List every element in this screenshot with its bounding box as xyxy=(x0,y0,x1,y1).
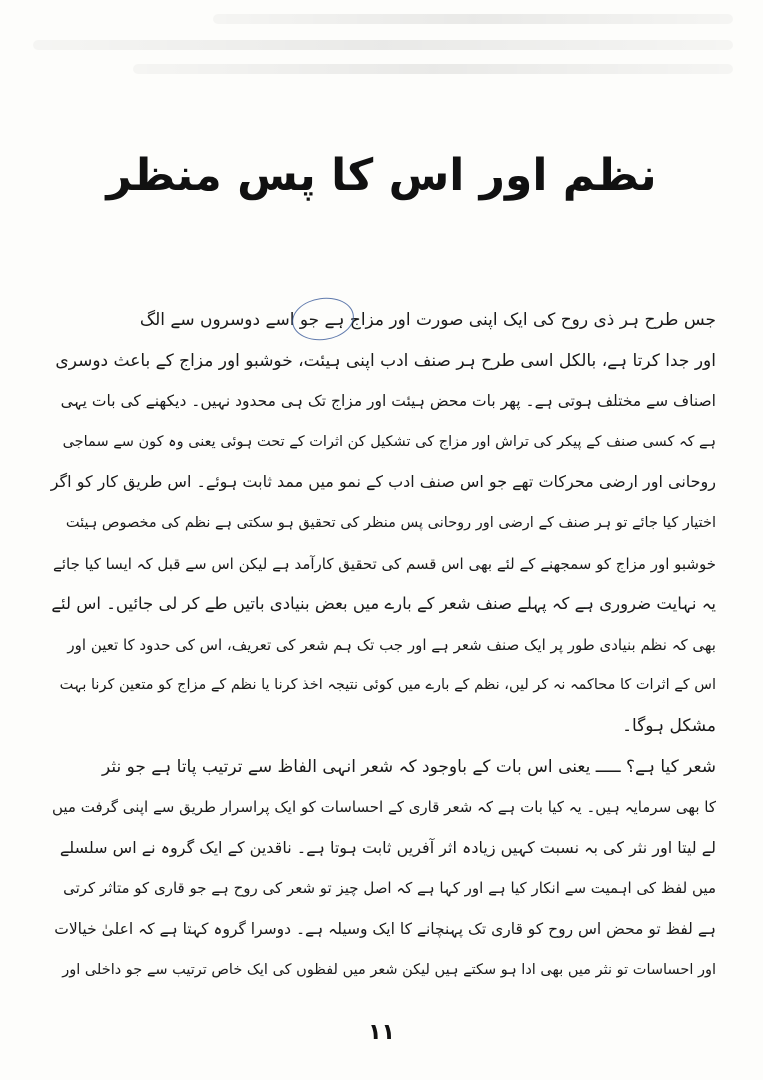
bleed-line xyxy=(33,40,733,50)
text-line: جس طرح ہر ذی روح کی ایک اپنی صورت اور مزاج ہے جو اسے دوسروں سے الگ xyxy=(139,310,716,330)
text-line: اصناف سے مختلف ہوتی ہے۔ پھر بات محض ہیئت اور مزاج تک ہی محدود نہیں۔ دیکھنے کی بات یہی xyxy=(60,392,716,411)
bleed-through-text xyxy=(0,0,763,90)
text-line: شعر کیا ہے؟ ـــــ یعنی اس بات کے باوجود کہ شعر انہی الفاظ سے ترتیب پاتا ہے جو نثر xyxy=(101,756,716,777)
text-line: ہے لفظ تو محض اس روح کو قاری تک پہنچانے کا ایک وسیلہ ہے۔ دوسرا گروہ کہتا ہے کہ اعلیٰ خیالات xyxy=(54,919,716,938)
text-line: اختیار کیا جائے تو ہر صنف کے ارضی اور روحانی پس منظر کی تحقیق ہو سکتی ہے نظم کی مخصوص ہیئت xyxy=(65,514,716,531)
text-line: کا بھی سرمایہ ہیں۔ یہ کیا بات ہے کہ شعر قاری کے احساسات کو ایک پراسرار طریق سے اپنی گرفت میں xyxy=(51,798,716,817)
text-line: روحانی اور ارضی محرکات تھے جو اس صنف ادب کے نمو میں ممد ثابت ہوئے۔ اس طریق کار کو اگر xyxy=(50,472,716,492)
text-line: یہ نہایت ضروری ہے کہ پہلے صنف شعر کے بارے میں بعض بنیادی باتیں طے کر لی جائیں۔ اس لئے xyxy=(51,594,716,614)
paragraph-1 xyxy=(48,300,716,747)
text-line: اور جدا کرتا ہے، بالکل اسی طرح ہر صنف ادب اپنی ہیئت، خوشبو اور مزاج کے باعث دوسری xyxy=(55,350,716,371)
bleed-line xyxy=(133,64,733,74)
page-number: ۱۱ xyxy=(368,1020,395,1045)
text-line: لے لیتا اور نثر کی بہ نسبت کہیں زیادہ اثر آفریں ثابت ہوتا ہے۔ ناقدین کے ایک گروہ نے اس سلسلے xyxy=(59,837,716,857)
text-line: میں لفظ کی اہمیت سے انکار کیا ہے اور کہا ہے کہ اصل چیز تو شعر کی روح ہے جو قاری کو متاثر کرتی xyxy=(63,879,716,898)
page-title: نظم اور اس کا پس منظر xyxy=(106,150,657,201)
body-text xyxy=(48,300,716,990)
paragraph-2 xyxy=(48,747,716,991)
text-line: اور احساسات تو نثر میں بھی ادا ہو سکتے ہیں لیکن شعر میں لفظوں کی ایک خاص ترتیب سے جو داخلی اور xyxy=(62,961,716,978)
text-line: بھی کہ نظم بنیادی طور پر ایک صنف شعر ہے اور جب تک ہم شعر کی تعریف، اس کی حدود کا تعین اور xyxy=(67,635,716,654)
text-line: ہے کہ کسی صنف کے پیکر کی تراش اور مزاج کی تشکیل کن اثرات کے تحت ہوئی یعنی وہ کون سے سماجی xyxy=(62,433,716,450)
text-line: خوشبو اور مزاج کو سمجھنے کے لئے بھی اس قسم کی تحقیق کارآمد ہے لیکن اس سے قبل کہ ایسا کیا جائے xyxy=(53,554,716,573)
bleed-line xyxy=(213,14,733,24)
text-line: اس کے اثرات کا محاکمہ نہ کر لیں، نظم کے بارے میں کوئی نتیجہ اخذ کرنا یا نظم کے مزاج کو متعین کرنا بہت xyxy=(59,677,716,694)
text-line: مشکل ہوگا۔ xyxy=(622,715,716,736)
